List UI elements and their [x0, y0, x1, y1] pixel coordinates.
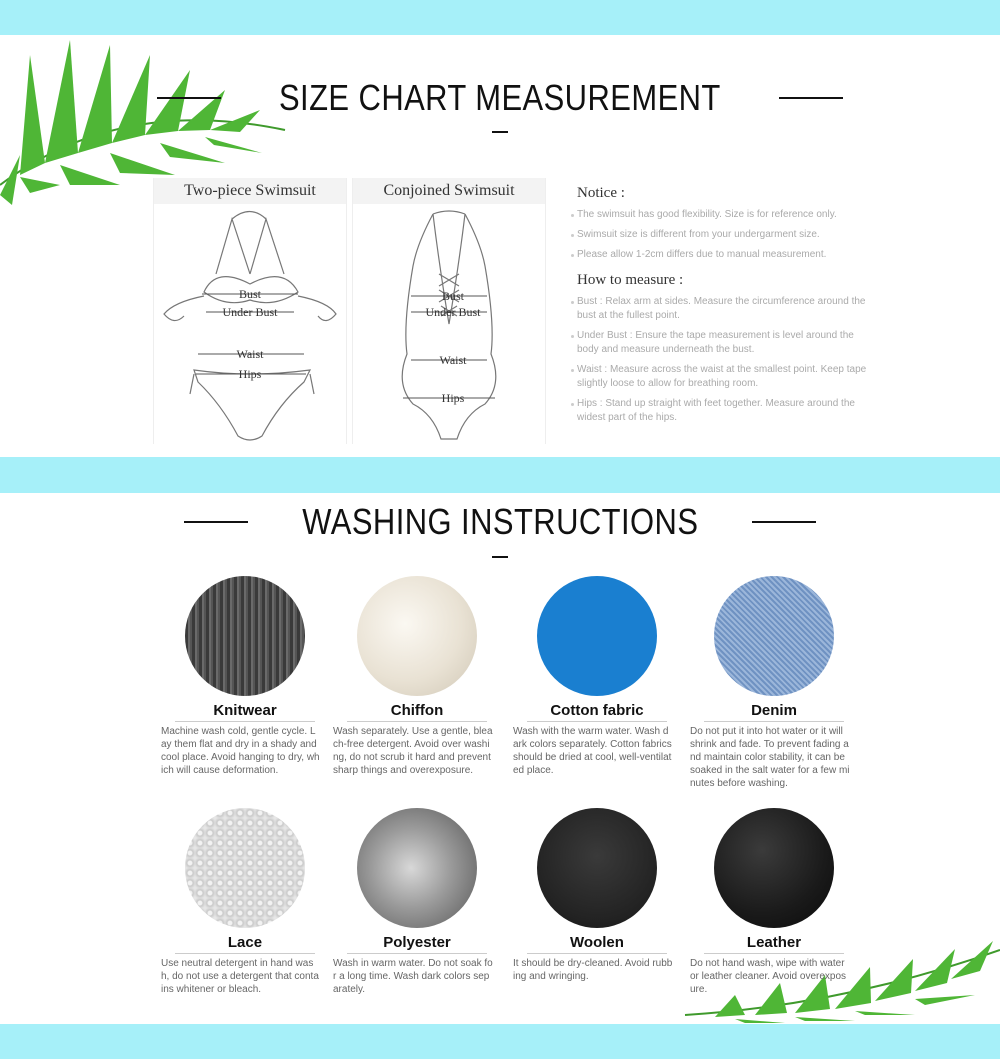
- label-hips: Hips: [441, 391, 465, 405]
- fabric-name: Polyester: [383, 934, 451, 951]
- conjoined-panel: [352, 178, 546, 444]
- how-to-measure-heading: How to measure :: [577, 272, 684, 288]
- title-rule-left: [184, 521, 248, 523]
- title-rule-left: [157, 97, 221, 99]
- fabric-desc: Do not hand wash, wipe with water or leather cleaner. Avoid overexposure.: [690, 958, 847, 995]
- fabric-name: Woolen: [570, 934, 624, 951]
- notice-heading: Notice :: [577, 185, 625, 201]
- label-waist: Waist: [439, 353, 467, 367]
- lace-swatch: [185, 808, 305, 928]
- fabric-desc: It should be dry-cleaned. Avoid rubbing and wringing.: [513, 958, 673, 982]
- fabric-desc: Machine wash cold, gentle cycle. Lay them flat and dry in a shady and cool place. Avoid hanging to dry, which will cause deformation.: [161, 726, 320, 776]
- title-rule-right: [779, 97, 843, 99]
- divider: [704, 721, 844, 722]
- how-to-measure-list: [577, 295, 867, 425]
- fabric-card-leather: [689, 808, 859, 996]
- woolen-swatch: [537, 808, 657, 928]
- polyester-swatch: [357, 808, 477, 928]
- top-band: [0, 0, 1000, 35]
- size-chart-heading: [0, 78, 1000, 118]
- bottom-band: [0, 1024, 1000, 1059]
- divider: [527, 953, 667, 954]
- divider: [527, 721, 667, 722]
- fabric-name: Leather: [746, 934, 802, 951]
- divider: [704, 953, 844, 954]
- two-piece-swimsuit-illustration: [154, 204, 346, 444]
- list-item: Waist : Measure across the waist at the smallest point. Keep tape slightly loose to allow for breathing room.: [577, 364, 867, 389]
- fabric-card-cotton: [512, 576, 682, 777]
- leather-swatch: [714, 808, 834, 928]
- fabric-card-woolen: [512, 808, 682, 983]
- label-waist: Waist: [236, 347, 264, 361]
- fabric-name: Cotton fabric: [550, 702, 644, 719]
- fabric-name: Chiffon: [390, 702, 444, 719]
- title-tick: [492, 556, 508, 558]
- label-under-bust: Under Bust: [425, 305, 481, 319]
- list-item: Please allow 1-2cm differs due to manual measurement.: [577, 248, 867, 262]
- list-item: Swimsuit size is different from your undergarment size.: [577, 228, 867, 242]
- fabric-desc: Wash separately. Use a gentle, bleach-free detergent. Avoid over washing, do not scrub it hard and prevent sharp things and overexposure.: [333, 726, 493, 776]
- washing-heading: [0, 502, 1000, 542]
- knitwear-swatch: [185, 576, 305, 696]
- divider: [175, 721, 315, 722]
- two-piece-panel: [153, 178, 347, 444]
- measurement-notes: [577, 185, 867, 435]
- list-item: Hips : Stand up straight with feet together. Measure around the widest part of the hips.: [577, 397, 867, 425]
- label-bust: Bust: [238, 287, 262, 301]
- list-item: Bust : Relax arm at sides. Measure the circumference around the bust at the fullest point.: [577, 296, 866, 321]
- title-tick: [492, 131, 508, 133]
- divider: [347, 721, 487, 722]
- conjoined-swimsuit-illustration: [353, 204, 545, 444]
- list-item: Under Bust : Ensure the tape measurement is level around the body and measure underneath the bust.: [577, 329, 867, 357]
- washing-title: WASHING INSTRUCTIONS: [301, 501, 699, 542]
- fabric-card-polyester: [332, 808, 502, 996]
- fabric-card-lace: [160, 808, 330, 996]
- fabric-card-denim: [689, 576, 859, 790]
- list-item: The swimsuit has good flexibility. Size is for reference only.: [577, 208, 867, 222]
- size-chart-title: SIZE CHART MEASUREMENT: [279, 77, 721, 118]
- cotton-swatch: [537, 576, 657, 696]
- two-piece-title: Two-piece Swimsuit: [154, 178, 346, 204]
- notice-list: [577, 208, 867, 262]
- fabric-card-knitwear: [160, 576, 330, 777]
- label-under-bust: Under Bust: [222, 305, 278, 319]
- middle-band: [0, 457, 1000, 493]
- divider: [175, 953, 315, 954]
- title-rule-right: [752, 521, 816, 523]
- fabric-name: Lace: [227, 934, 263, 951]
- label-bust: Bust: [441, 289, 465, 303]
- fabric-desc: Use neutral detergent in hand wash, do not use a detergent that contains whitener or bleach.: [161, 958, 319, 995]
- conjoined-title: Conjoined Swimsuit: [353, 178, 545, 204]
- fabric-desc: Wash with the warm water. Wash dark colors separately. Cotton fabrics should be dried at cool, well-ventilated place.: [513, 726, 672, 776]
- chiffon-swatch: [357, 576, 477, 696]
- divider: [347, 953, 487, 954]
- fabric-desc: Do not put it into hot water or it will shrink and fade. To prevent fading and maintain color stability, it can be soaked in the salt water for a few minutes before washing.: [690, 726, 850, 789]
- label-hips: Hips: [238, 367, 262, 381]
- fabric-name: Knitwear: [213, 702, 277, 719]
- denim-swatch: [714, 576, 834, 696]
- fabric-name: Denim: [751, 702, 797, 719]
- fabric-desc: Wash in warm water. Do not soak for a long time. Wash dark colors separately.: [333, 958, 493, 995]
- fabric-card-chiffon: [332, 576, 502, 777]
